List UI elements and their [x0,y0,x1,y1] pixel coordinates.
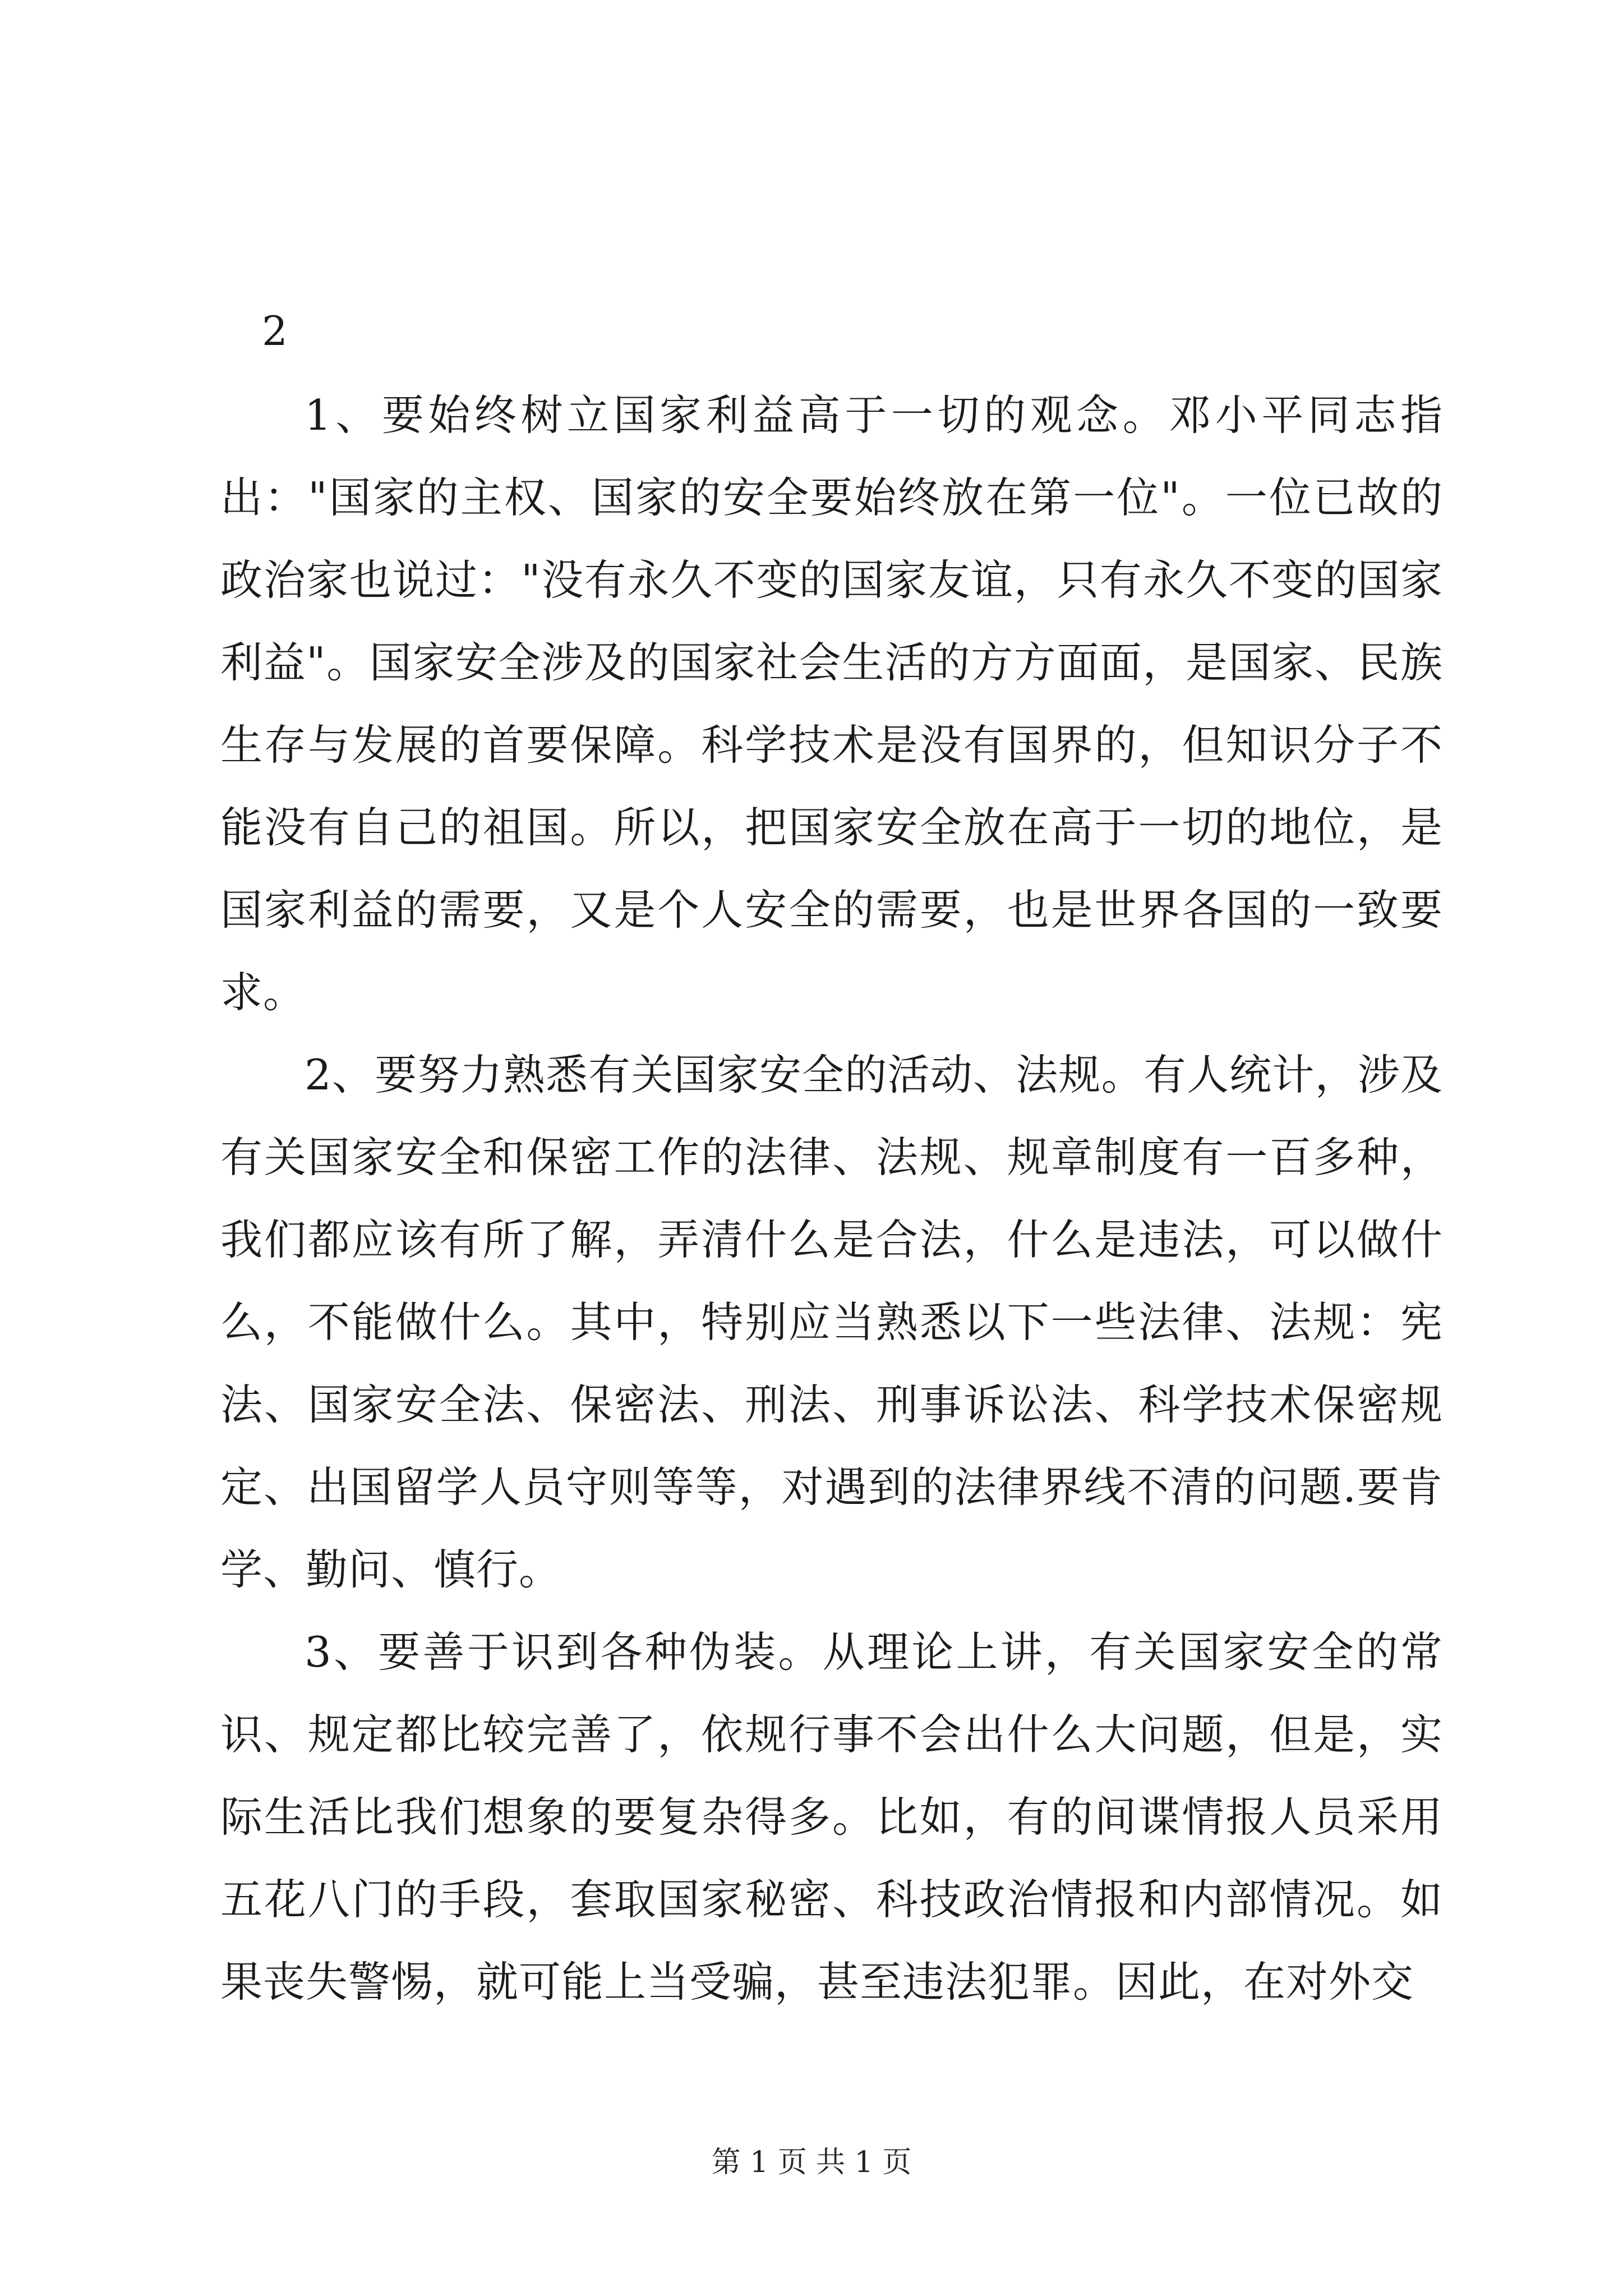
document-body [220,374,1443,2023]
section-number: 2 [262,307,288,355]
page-footer [0,2143,1623,2182]
paragraph-1: 1、要始终树立国家利益高于一切的观念。邓小平同志指出："国家的主权、国家的安全要始终放在第一位"。一位已故的政治家也说过："没有永久不变的国家友谊，只有永久不变的国家利益"。国家安全涉及的国家社会生活的方方面面，是国家、民族生存与发展的首要保障。科学技术是没有国界的，但知识分子不能没有自己的祖国。所以，把国家安全放在高于一切的地位，是国家利益的需要，又是个人安全的需要，也是世界各国的一致要求。 [220,390,1443,1017]
paragraph-2: 2、要努力熟悉有关国家安全的活动、法规。有人统计，涉及有关国家安全和保密工作的法律、法规、规章制度有一百多种，我们都应该有所了解，弄清什么是合法，什么是违法，可以做什么，不能做什么。其中，特别应当熟悉以下一些法律、法规：宪法、国家安全法、保密法、刑法、刑事诉讼法、科学技术保密规定、出国留学人员守则等等，对遇到的法律界线不清的问题.要肯学、勤问、慎行。 [220,1050,1443,1594]
paragraph-3: 3、要善于识到各种伪装。从理论上讲，有关国家安全的常识、规定都比较完善了，依规行事不会出什么大问题，但是，实际生活比我们想象的要复杂得多。比如，有的间谍情报人员采用五花八门的手段，套取国家秘密、科技政治情报和内部情况。如果丧失警惕，就可能上当受骗，甚至违法犯罪。因此，在对外交 [220,1627,1443,2007]
page-number-label: 第 1 页 共 1 页 [711,2146,912,2179]
